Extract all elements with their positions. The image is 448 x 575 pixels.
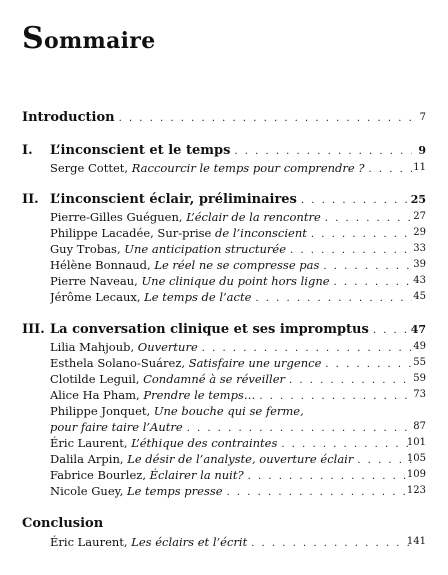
toc-entry[interactable] (0, 160, 448, 176)
entry-title: L’éthique des contraintes (131, 436, 278, 450)
page-title (22, 21, 156, 56)
toc-entry[interactable] (0, 451, 448, 467)
title-initial: S (22, 21, 44, 56)
toc-entry[interactable] (0, 355, 448, 371)
section-label: Conclusion (22, 516, 104, 531)
toc-row-part-3[interactable] (0, 322, 448, 338)
toc-entry[interactable] (0, 483, 448, 499)
page-number: 105 (406, 453, 426, 464)
toc-entry[interactable] (0, 435, 448, 451)
page-number: 7 (419, 112, 426, 123)
toc-entry-continuation[interactable] (0, 419, 448, 435)
toc-entry[interactable] (0, 534, 448, 550)
toc-entry[interactable] (0, 387, 448, 403)
title-rest: ommaire (43, 28, 156, 54)
page-number: 123 (406, 485, 426, 496)
page-number: 87 (413, 421, 426, 432)
entry-author: Serge Cottet, (50, 161, 132, 175)
page-number: 45 (413, 291, 426, 302)
part-label: La conversation clinique et ses impromptus (50, 322, 369, 337)
page-number: 33 (413, 243, 426, 254)
part-number: III. (22, 322, 45, 337)
entry-title: L’éclair de la rencontre (186, 210, 321, 224)
entry-title: Une clinique du point hors ligne (141, 274, 330, 288)
entry-title: Le temps presse (126, 484, 223, 498)
entry-title: Une bouche qui se ferme, (153, 404, 304, 418)
entry-author: Fabrice Bourlez, (50, 468, 150, 482)
page-number: 49 (413, 341, 426, 352)
entry-author: Nicole Guey, (50, 484, 127, 498)
entry-author: Clotilde Leguil, (50, 372, 144, 386)
entry-title: Satisfaire une urgence (188, 356, 322, 370)
page-number: 73 (413, 389, 426, 400)
page-number: 29 (413, 227, 426, 238)
entry-title: pour faire taire l’Autre (50, 420, 183, 434)
page-number: 55 (413, 357, 426, 368)
entry-author: Dalila Arpin, (50, 452, 128, 466)
entry-title: Raccourcir le temps pour comprendre ? (131, 161, 365, 175)
entry-title: Éclairer la nuit? (149, 468, 244, 482)
leader-dots (227, 485, 412, 501)
entry-author: Guy Trobas, (50, 242, 125, 256)
toc-row-part-1[interactable] (0, 143, 448, 159)
leader-dots (234, 144, 412, 160)
entry-author: Philippe Jonquet, (50, 404, 154, 418)
entry-title: Le réel ne se compresse pas (154, 258, 320, 272)
leader-dots (119, 111, 412, 127)
toc-entry[interactable] (0, 257, 448, 273)
entry-title: Les éclairs et l’écrit (131, 535, 248, 549)
entry-author: Éric Laurent, (50, 535, 132, 549)
toc-entry[interactable] (0, 403, 448, 419)
page-number: 141 (406, 536, 426, 547)
part-label: L’inconscient et le temps (50, 143, 231, 158)
entry-title: de l’inconscient (215, 226, 307, 240)
part-label: L’inconscient éclair, préliminaires (50, 192, 297, 207)
entry-title: Le désir de l’analyste, ouverture éclair (127, 452, 354, 466)
section-label: Introduction (22, 110, 115, 125)
entry-author: Jérôme Lecaux, (50, 290, 145, 304)
toc-entry[interactable] (0, 467, 448, 483)
entry-author: Éric Laurent, (50, 436, 132, 450)
page-number: 25 (410, 193, 426, 206)
entry-author: Pierre Naveau, (50, 274, 142, 288)
toc-entry[interactable] (0, 209, 448, 225)
entry-author: Hélène Bonnaud, (50, 258, 155, 272)
page-number: 9 (418, 144, 426, 157)
entry-author: Alice Ha Pham, (50, 388, 144, 402)
toc-entry[interactable] (0, 339, 448, 355)
entry-title: Le temps de l’acte (144, 290, 252, 304)
entry-author: Lilia Mahjoub, (50, 340, 138, 354)
toc-row-part-2[interactable] (0, 192, 448, 208)
toc-row-introduction[interactable] (0, 110, 448, 126)
toc-entry[interactable] (0, 225, 448, 241)
entry-title: Ouverture (137, 340, 198, 354)
leader-dots (255, 291, 412, 307)
page-number: 27 (413, 211, 426, 222)
toc-entry[interactable] (0, 241, 448, 257)
toc-entry[interactable] (0, 371, 448, 387)
page-number: 109 (406, 469, 426, 480)
page-number: 59 (413, 373, 426, 384)
entry-title: Condamné à se réveiller (143, 372, 286, 386)
entry-author: Pierre-Gilles Guéguen, (50, 210, 187, 224)
entry-title: Prendre le temps… (143, 388, 256, 402)
toc-entry[interactable] (0, 289, 448, 305)
toc-entry[interactable] (0, 273, 448, 289)
entry-author: Philippe Lacadée, Sur-prise (50, 226, 216, 240)
leader-dots (251, 536, 412, 552)
entry-author: Esthela Solano-Suárez, (50, 356, 189, 370)
toc-row-conclusion[interactable] (0, 516, 448, 532)
entry-title: Une anticipation structurée (124, 242, 287, 256)
page-number: 47 (410, 323, 426, 336)
page-number: 43 (413, 275, 426, 286)
part-number: I. (22, 143, 33, 158)
page-number: 11 (413, 162, 426, 173)
page-number: 39 (413, 259, 426, 270)
part-number: II. (22, 192, 39, 207)
page-number: 101 (406, 437, 426, 448)
